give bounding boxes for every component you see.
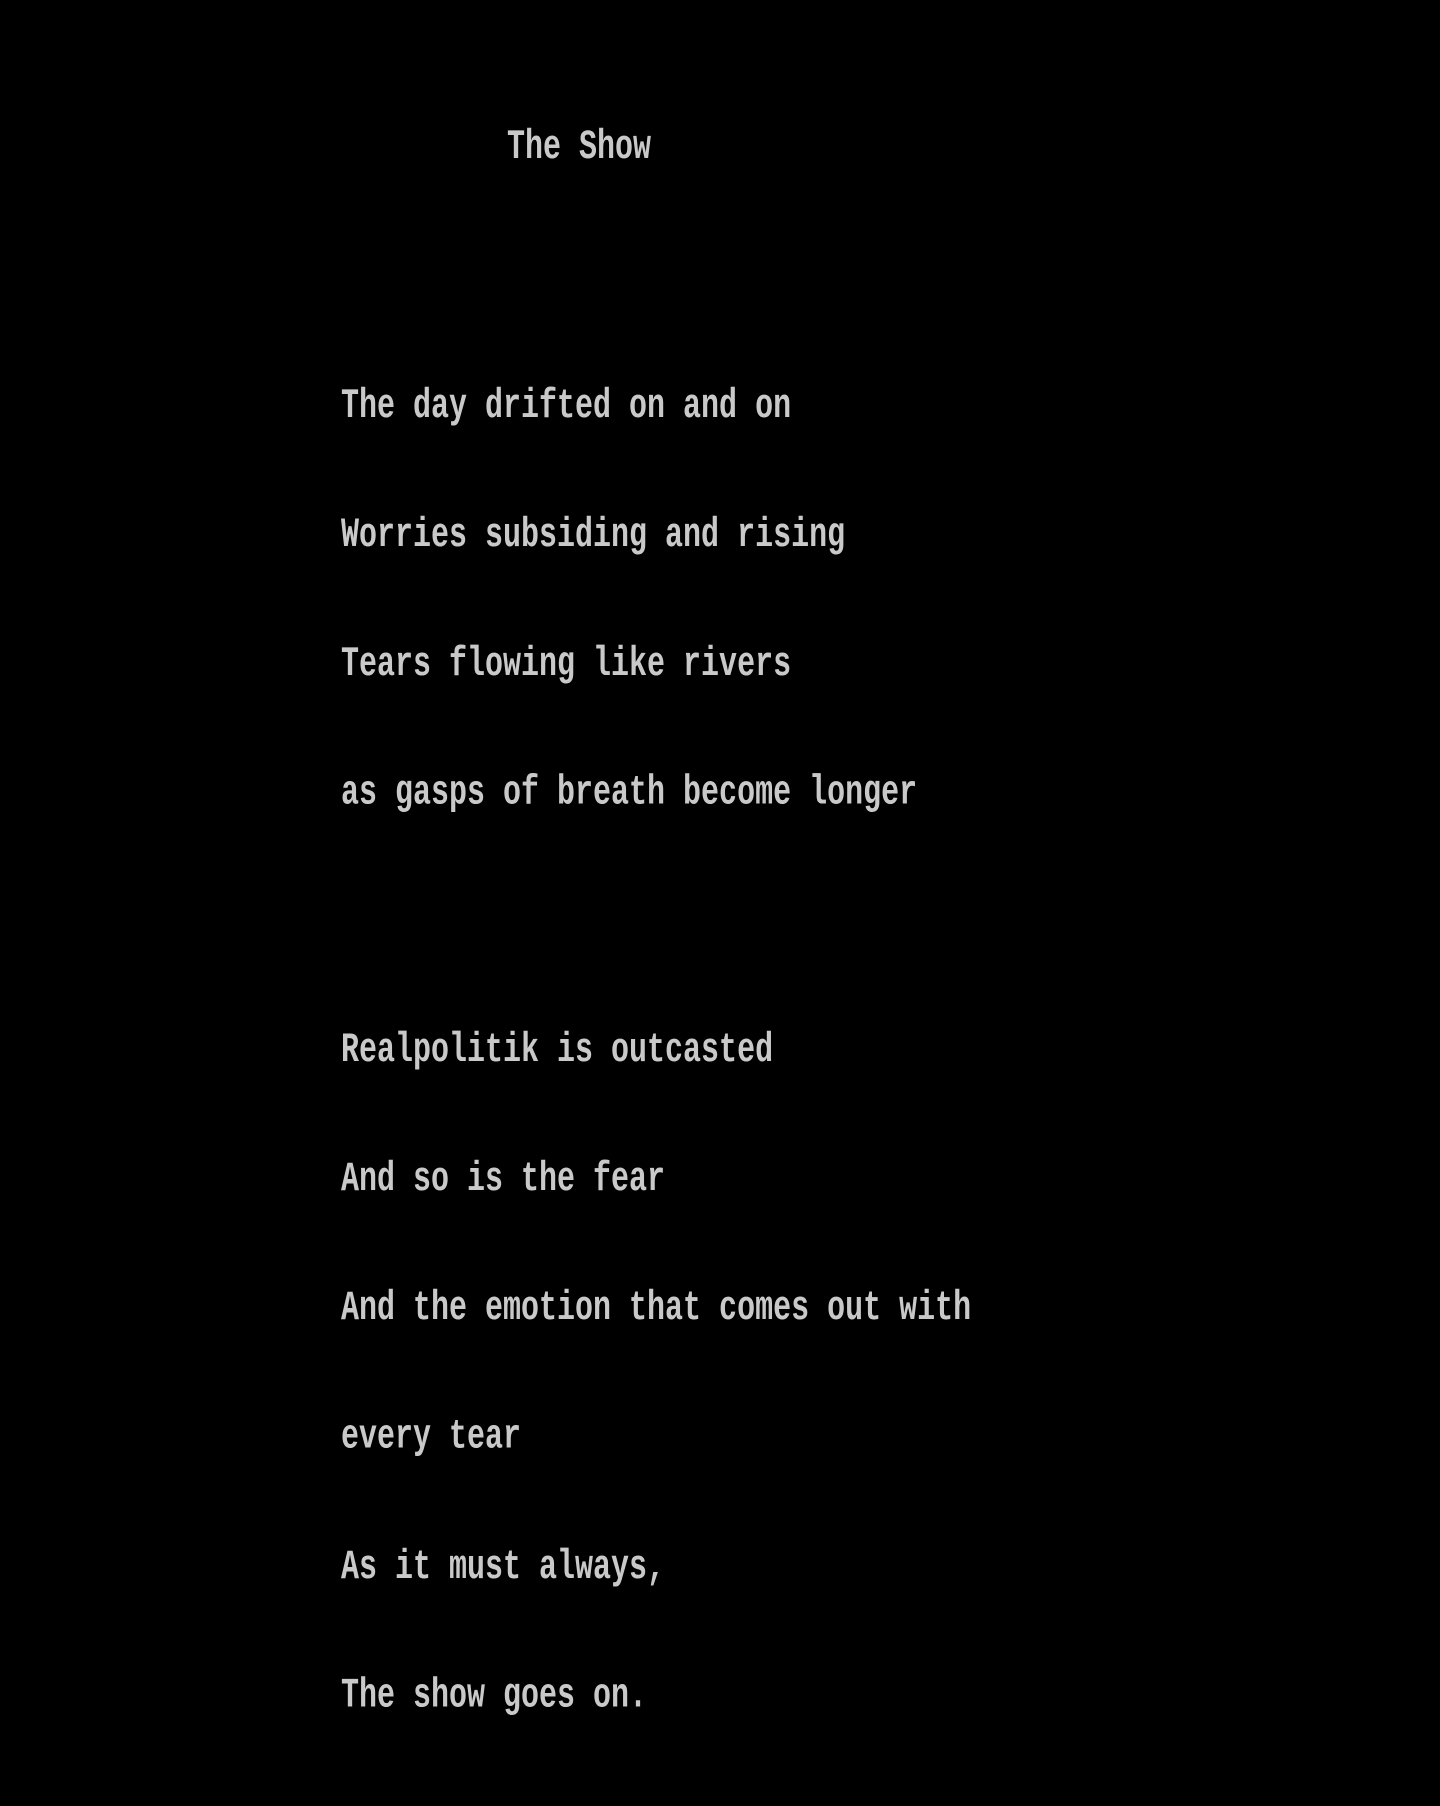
- poem-title: The Show: [507, 125, 652, 173]
- poem-line: as gasps of breath become longer: [341, 769, 918, 818]
- poem-line: every tear: [341, 1414, 522, 1463]
- poem-body: [341, 42, 971, 1804]
- blank-line: [341, 257, 971, 300]
- poem-line: The show goes on.: [341, 1672, 648, 1721]
- poem-line: The day drifted on and on: [341, 383, 792, 431]
- poem-line: And so is the fear: [341, 1156, 666, 1205]
- poem-line: As it must always,: [341, 1543, 666, 1592]
- poem-line: Realpolitik is outcasted: [341, 1027, 774, 1076]
- poem-line: Worries subsiding and rising: [341, 512, 846, 560]
- poem-line: And the emotion that comes out with: [341, 1285, 972, 1334]
- blank-line: [341, 902, 971, 945]
- poem-line: Tears flowing like rivers: [341, 640, 792, 689]
